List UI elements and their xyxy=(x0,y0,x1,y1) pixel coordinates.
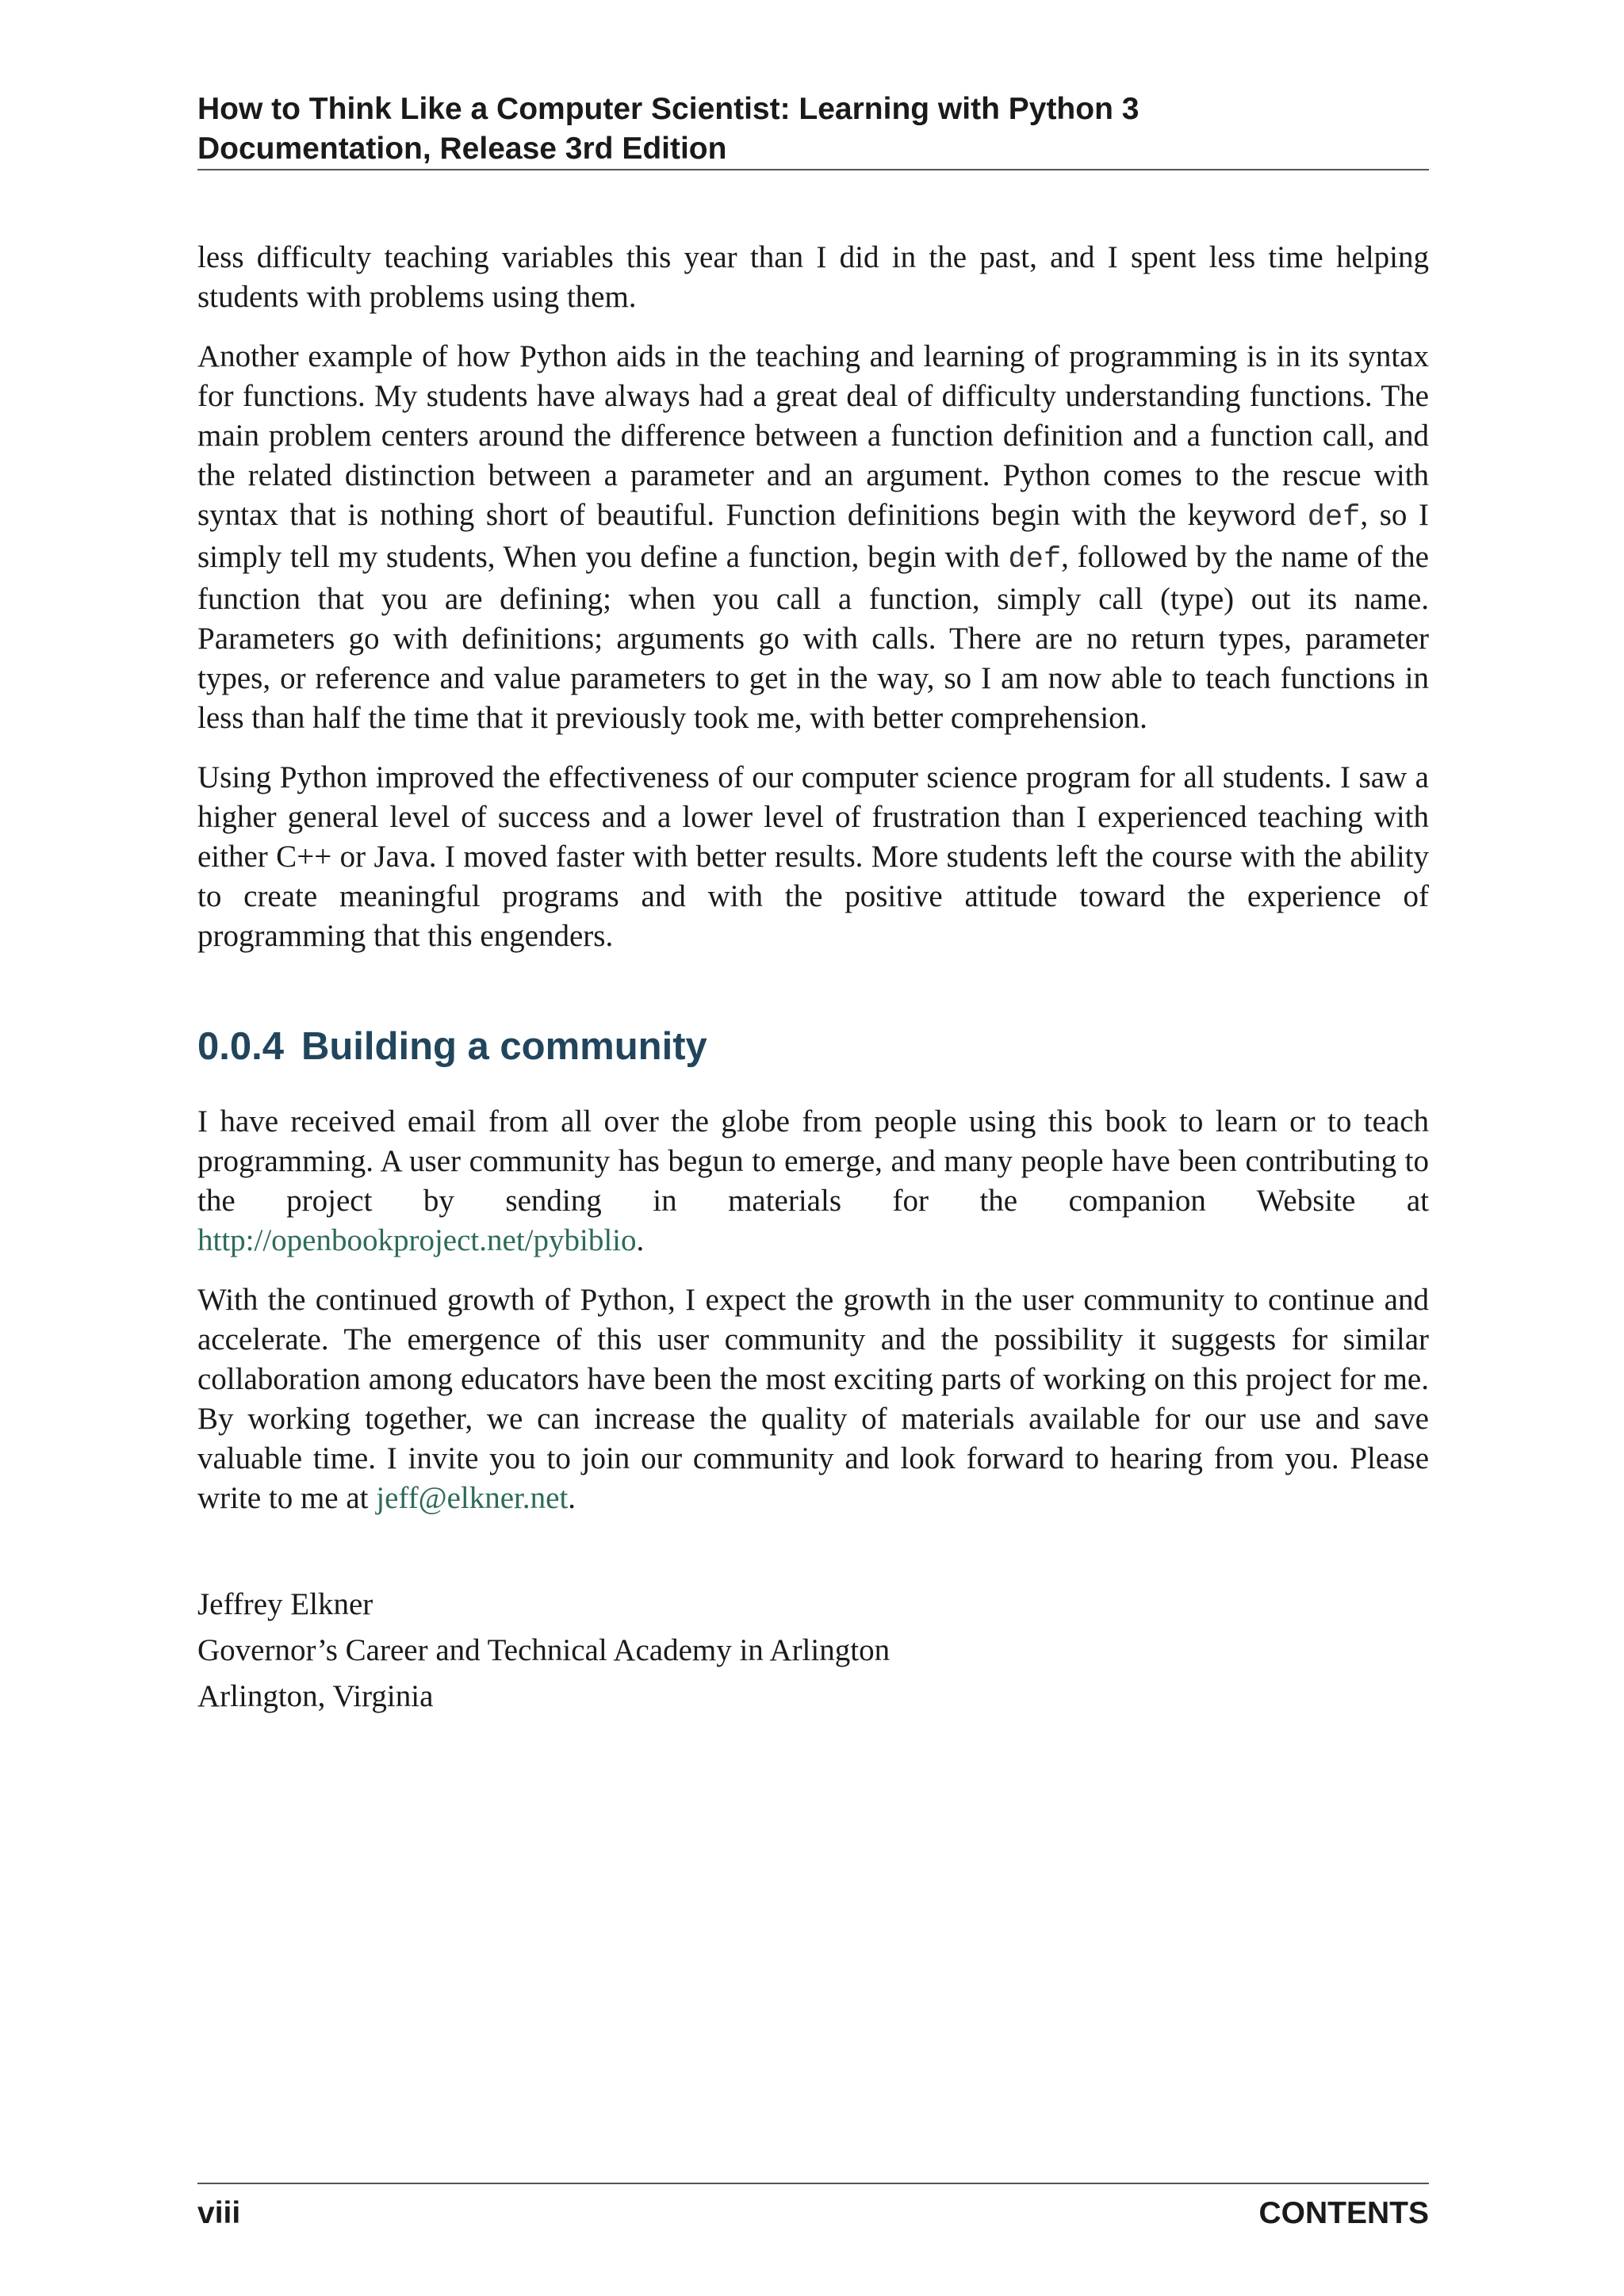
page-header xyxy=(197,90,1429,170)
paragraph-functions-text-c: , followed by the name of the function that you are defining; when you call a function, simply call (type) out its name. Parameters go with definitions; arguments go with calls. There are no return types, parameter types, or reference and value parameters to get in the way, so I am now able to teach functions in less than half the time that it previously took me, with better comprehension. xyxy=(197,540,1429,735)
paragraph-community-text-b: . xyxy=(636,1223,645,1257)
paragraph-effectiveness xyxy=(197,758,1429,956)
paragraph-variables-text: less difficulty teaching variables this year than I did in the past, and I spent less time helping students with problems using them. xyxy=(197,240,1429,314)
paragraph-community xyxy=(197,1102,1429,1261)
email-link[interactable]: jeff@elkner.net xyxy=(376,1481,569,1515)
code-def-keyword: def xyxy=(1307,501,1361,534)
section-title: Building a community xyxy=(301,1025,707,1068)
main-content xyxy=(197,238,1429,1720)
paragraph-functions xyxy=(197,337,1429,738)
signature-institution: Governor’s Career and Technical Academy in Arlington xyxy=(197,1633,891,1667)
running-title-line-2: Documentation, Release 3rd Edition xyxy=(197,132,727,166)
signature-name: Jeffrey Elkner xyxy=(197,1587,373,1621)
paragraph-growth-text-a: With the continued growth of Python, I expect the growth in the user community to continue and accelerate. The emergence of this user community and the possibility it suggests for similar collaboration among educators have been the most exciting parts of working on this project for me. By working together, we can increase the quality of materials available for our use and save valuable time. I invite you to join our community and look forward to hearing from you. Please write to me at xyxy=(197,1283,1429,1515)
page-number: viii xyxy=(197,2196,241,2230)
pybiblio-link[interactable]: http://openbookproject.net/pybiblio xyxy=(197,1223,637,1257)
paragraph-growth-text-b: . xyxy=(568,1481,576,1515)
signature-block xyxy=(197,1582,1429,1720)
signature-location: Arlington, Virginia xyxy=(197,1679,434,1713)
section-number: 0.0.4 xyxy=(197,1025,284,1068)
paragraph-functions-text-b: , so I simply tell my students, When you define a function, begin with xyxy=(197,498,1429,574)
code-def-keyword: def xyxy=(1008,543,1062,576)
paragraph-effectiveness-text: Using Python improved the effectiveness of our computer science program for all students. I saw a higher general level of success and a lower level of frustration than I experienced teaching with either C++ or Java. I moved faster with better results. More students left the course with the ability to create meaningful programs and with the positive attitude toward the experience of programming that this engenders. xyxy=(197,760,1429,953)
page-footer xyxy=(197,2183,1429,2233)
paragraph-community-text-a: I have received email from all over the globe from people using this book to learn or to teach programming. A user community has begun to emerge, and many people have been contributing to the project by sending in materials for the companion Website at xyxy=(197,1104,1429,1218)
running-title-line-1: How to Think Like a Computer Scientist: Learning with Python 3 xyxy=(197,92,1139,126)
paragraph-functions-text-a: Another example of how Python aids in the teaching and learning of programming is in its syntax for functions. My students have always had a great deal of difficulty understanding functions. The main problem centers around the difference between a function definition and a function call, and the related distinction between a parameter and an argument. Python comes to the rescue with syntax that is nothing short of beautiful. Function definitions begin with the keyword xyxy=(197,339,1429,532)
paragraph-variables xyxy=(197,238,1429,317)
section-heading xyxy=(197,1023,1429,1070)
footer-section-label: CONTENTS xyxy=(1258,2196,1429,2230)
paragraph-growth xyxy=(197,1280,1429,1518)
